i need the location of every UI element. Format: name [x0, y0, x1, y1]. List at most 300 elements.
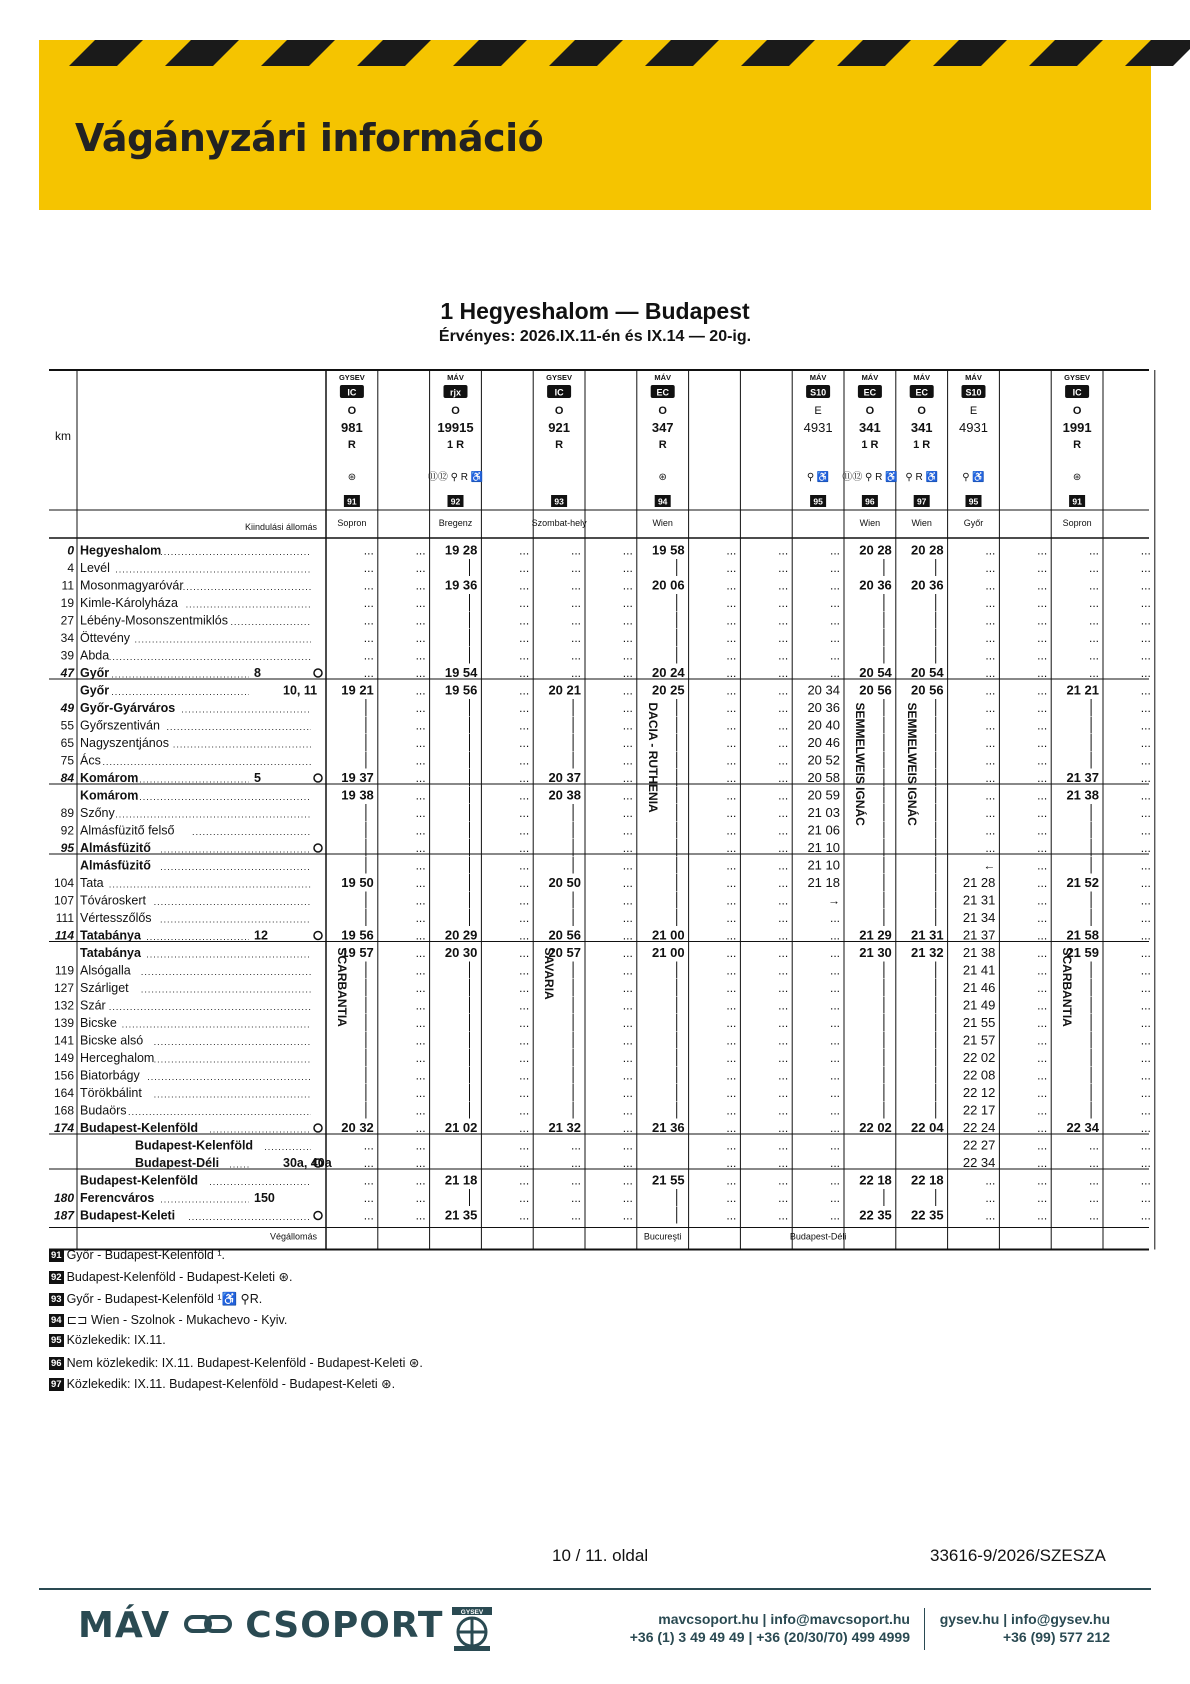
timetable-cell: ... — [570, 543, 581, 558]
timetable-cell: ... — [519, 1033, 530, 1048]
train-service-code: R — [347, 439, 356, 451]
timetable-cell: ... — [1140, 648, 1151, 663]
timetable-cell: ... — [829, 1086, 840, 1100]
footnote-text: Budapest-Kelenföld - Budapest-Keleti ⊛. — [66, 1270, 293, 1285]
timetable-cell: 22 04 — [911, 1120, 944, 1135]
row-km: 139 — [53, 1016, 74, 1030]
timetable-cell: 22 18 — [911, 1172, 944, 1188]
footer-divider — [39, 1588, 1151, 1590]
timetable-cell: ... — [415, 1208, 426, 1223]
timetable-cell: ... — [1140, 771, 1151, 785]
row-km: 107 — [53, 893, 74, 908]
timetable-cell: ... — [1088, 1138, 1099, 1153]
timetable-cell: 20 59 — [807, 787, 840, 803]
timetable-cell: ... — [985, 561, 996, 575]
timetable-cell: ... — [622, 1103, 633, 1118]
timetable-cell: ... — [519, 1121, 530, 1135]
timetable-cell: 21 58 — [1066, 927, 1099, 943]
timetable-cell: 21 32 — [548, 1120, 581, 1135]
contact-separator — [924, 1608, 925, 1650]
row-km: 119 — [54, 963, 74, 978]
row-km: 149 — [53, 1051, 74, 1065]
row-km: 39 — [60, 648, 74, 663]
row-km: 4 — [67, 561, 74, 575]
timetable-cell: ... — [726, 1138, 737, 1153]
timetable-cell: 21 29 — [859, 927, 892, 943]
timetable-cell: ... — [415, 666, 426, 680]
train-origin: Sopron — [337, 518, 367, 528]
timetable-cell: ... — [985, 753, 996, 768]
timetable-cell: ... — [778, 946, 789, 960]
row-km: 95 — [60, 841, 74, 855]
timetable-cell: ... — [1037, 1208, 1048, 1223]
timetable-cell: ... — [1140, 543, 1151, 558]
mav-contact-web[interactable]: mavcsoport.hu | info@mavcsoport.hu — [658, 1611, 910, 1627]
station-name: Levél — [80, 561, 110, 575]
timetable-cell: ... — [778, 1033, 789, 1048]
timetable-cell: ... — [363, 631, 374, 645]
row-km: 0 — [67, 543, 74, 558]
train-amenity-icons: ⑪⑫ ⚲ R ♿ — [427, 472, 484, 483]
timetable-cell: ... — [622, 753, 633, 768]
timetable-cell: ... — [726, 981, 737, 995]
train-note-number: 95 — [968, 496, 979, 507]
timetable-cell: ... — [519, 1173, 530, 1188]
timetable-cell: ... — [726, 596, 737, 610]
timetable-cell: ... — [1140, 1208, 1151, 1223]
timetable-cell: ... — [829, 928, 840, 943]
timetable-cell: ... — [726, 823, 737, 838]
timetable-cell: ... — [726, 1208, 737, 1223]
timetable-cell: ... — [415, 1016, 426, 1030]
timetable-cell: 20 58 — [807, 770, 840, 785]
timetable-cell: ... — [519, 596, 530, 610]
timetable-cell: 21 37 — [1066, 770, 1099, 785]
timetable-cell: ... — [726, 1086, 737, 1100]
timetable-cell: 22 34 — [1066, 1120, 1099, 1135]
timetable-cell: 20 24 — [652, 665, 685, 680]
train-service-code: R — [1073, 439, 1082, 451]
row-km: 156 — [53, 1068, 74, 1083]
timetable-cell: ... — [519, 806, 530, 820]
station-reference: 5 — [254, 771, 261, 785]
station-reference: 8 — [254, 666, 261, 680]
train-note-number: 97 — [916, 496, 927, 507]
train-number: 1991 — [1062, 420, 1092, 435]
timetable-cell: ... — [622, 718, 633, 733]
timetable-cell: ... — [985, 613, 996, 628]
timetable-cell: ... — [519, 1191, 530, 1205]
timetable-cell: ... — [1140, 1103, 1151, 1118]
timetable-cell: ... — [778, 893, 789, 908]
timetable-cell: ... — [415, 911, 426, 925]
timetable-cell: ... — [415, 683, 426, 698]
timetable-cell: 20 37 — [548, 770, 581, 785]
timetable-cell: ... — [1037, 1051, 1048, 1065]
train-class: E — [969, 405, 978, 417]
timetable-cell: ... — [1140, 1033, 1151, 1048]
timetable-cell: ... — [570, 1191, 581, 1205]
station-name: Budapest-Déli — [135, 1156, 220, 1170]
train-name-label: SAVARIA — [542, 947, 557, 1000]
timetable-cell: ... — [726, 666, 737, 680]
row-km: 47 — [60, 666, 74, 680]
timetable-cell: ... — [726, 771, 737, 785]
train-note-number: 91 — [347, 496, 357, 507]
timetable-cell: ... — [519, 683, 530, 698]
train-amenity-icons: ⚲ ♿ — [962, 472, 985, 483]
timetable-cell: ... — [726, 876, 737, 890]
station-name: Komárom — [80, 788, 139, 803]
timetable-cell: ... — [829, 1138, 840, 1153]
timetable-cell: ... — [1140, 1191, 1151, 1205]
timetable-cell: ... — [726, 648, 737, 663]
timetable-cell: ... — [519, 736, 530, 750]
row-km: 187 — [53, 1208, 74, 1223]
timetable-cell: 20 57 — [548, 945, 581, 960]
timetable-cell: ... — [1037, 543, 1048, 558]
station-name: Nagyszentjános — [80, 736, 169, 750]
timetable-cell: ... — [570, 613, 581, 628]
timetable-cell: ... — [778, 578, 789, 593]
train-note-number: 94 — [657, 496, 668, 507]
timetable-cell: ... — [726, 841, 737, 855]
footnote-text: Győr - Budapest-Kelenföld ¹. — [66, 1248, 225, 1262]
timetable-cell: ... — [985, 718, 996, 733]
timetable-cell: ... — [726, 893, 737, 908]
timetable-cell: ... — [726, 1121, 737, 1135]
timetable-cell: 21 32 — [911, 945, 944, 960]
timetable-cell: ... — [519, 648, 530, 663]
timetable-cell: ... — [829, 1208, 840, 1223]
timetable-cell: ... — [519, 858, 530, 873]
timetable-cell: ... — [778, 1016, 789, 1030]
timetable-cell: 19 57 — [341, 945, 374, 960]
timetable-cell: ... — [1037, 578, 1048, 593]
row-km: 168 — [53, 1103, 74, 1118]
timetable-cell: ... — [726, 1173, 737, 1188]
timetable-cell: ... — [1140, 1121, 1151, 1135]
station-name: Győr — [80, 683, 110, 698]
timetable-cell: ... — [363, 578, 374, 593]
timetable-cell: ... — [363, 1156, 374, 1170]
timetable-cell: ← — [983, 858, 996, 873]
timetable-cell: 20 36 — [859, 577, 892, 593]
row-km: 11 — [61, 578, 74, 593]
train-class: O — [658, 405, 667, 417]
timetable-cell: ... — [1140, 683, 1151, 698]
station-reference: 12 — [254, 928, 268, 943]
timetable-cell: ... — [415, 893, 426, 908]
timetable-cell: ... — [778, 998, 789, 1013]
timetable-cell: ... — [985, 1208, 996, 1223]
timetable-cell: ... — [778, 666, 789, 680]
timetable-cell: ... — [1140, 1016, 1151, 1030]
timetable-cell: ... — [778, 771, 789, 785]
timetable-cell: ... — [726, 1191, 737, 1205]
timetable-cell: 20 30 — [444, 945, 478, 960]
gysev-contact-phone: +36 (99) 577 212 — [1002, 1629, 1110, 1645]
footnote — [49, 1291, 262, 1307]
timetable-cell: 21 18 — [444, 1172, 478, 1188]
train-class: O — [347, 405, 357, 417]
timetable-cell: ... — [1037, 1086, 1048, 1100]
timetable-cell: ... — [726, 1156, 737, 1170]
timetable-cell: ... — [415, 1173, 426, 1188]
train-note-number: 91 — [1072, 496, 1082, 507]
timetable-cell: ... — [1140, 561, 1151, 575]
footnote-number: 92 — [51, 1272, 62, 1284]
timetable-cell: ... — [622, 1086, 633, 1100]
footnote-text: Közlekedik: IX.11. Budapest-Kelenföld - Budapest-Keleti ⊛. — [66, 1376, 396, 1391]
timetable-cell: ... — [726, 718, 737, 733]
timetable-cell: ... — [570, 1138, 581, 1153]
station-name: Vértesszőlős — [80, 911, 152, 925]
station-name: Tatabánya — [80, 928, 141, 943]
timetable-cell: ... — [519, 1068, 530, 1083]
timetable-cell: ... — [1037, 911, 1048, 925]
logo-left-text: MÁV — [78, 1605, 171, 1646]
timetable-cell: 19 37 — [341, 770, 374, 785]
timetable-cell: ... — [415, 543, 426, 558]
timetable-cell: ... — [415, 998, 426, 1013]
timetable-cell: ... — [726, 1103, 737, 1118]
timetable-cell: ... — [778, 858, 789, 873]
timetable-cell: ... — [1037, 631, 1048, 645]
timetable-cell: ... — [1088, 1156, 1099, 1170]
timetable-cell: 22 34 — [962, 1155, 996, 1170]
timetable-cell: 22 35 — [859, 1207, 892, 1223]
timetable-cell: ... — [985, 1191, 996, 1205]
timetable-cell: ... — [622, 876, 633, 890]
timetable-cell: ... — [829, 648, 840, 663]
timetable-cell: ... — [622, 1173, 633, 1188]
timetable-cell: ... — [778, 928, 789, 943]
timetable-cell: ... — [1037, 893, 1048, 908]
train-name-label: SCARBANTIA — [335, 947, 349, 1027]
timetable-cell: ... — [622, 981, 633, 995]
train-amenity-icons: ⊛ — [347, 472, 357, 483]
timetable-cell: ... — [1037, 981, 1048, 995]
footnote-text: Közlekedik: IX.11. — [66, 1333, 166, 1348]
timetable-cell: 22 18 — [859, 1172, 892, 1188]
timetable-cell: 21 06 — [807, 822, 840, 838]
station-name: Lébény-Mosonszentmiklós — [80, 613, 228, 628]
timetable-cell: ... — [622, 1208, 633, 1223]
timetable-cell: ... — [1140, 631, 1151, 645]
timetable-cell: ... — [519, 1016, 530, 1030]
timetable-cell: ... — [519, 631, 530, 645]
timetable-cell: ... — [778, 543, 789, 558]
timetable-cell: ... — [778, 736, 789, 750]
train-number: 341 — [910, 420, 933, 435]
train-amenity-icons: ⑪⑫ ⚲ R ♿ — [842, 472, 898, 483]
timetable-cell: ... — [415, 701, 426, 715]
train-operator: MÁV — [965, 373, 982, 382]
timetable-cell: ... — [726, 701, 737, 715]
timetable-cell: ... — [778, 876, 789, 890]
row-km: 114 — [54, 928, 74, 943]
timetable-cell: ... — [778, 613, 789, 628]
timetable-cell: ... — [726, 911, 737, 925]
timetable-cell: ... — [1037, 561, 1048, 575]
timetable-cell: ... — [415, 771, 426, 785]
timetable-cell: ... — [1037, 1033, 1048, 1048]
timetable-cell: ... — [570, 561, 581, 575]
timetable-cell: ... — [1037, 648, 1048, 663]
timetable-cell: ... — [622, 1138, 633, 1153]
timetable-cell: ... — [778, 701, 789, 715]
station-name: Mosonmagyaróvár — [80, 578, 184, 593]
timetable-cell: ... — [1037, 998, 1048, 1013]
station-name: Bicske alsó — [80, 1033, 144, 1048]
timetable-cell: ... — [1140, 911, 1151, 925]
train-amenity-icons: ⊛ — [658, 472, 667, 483]
timetable-cell: ... — [363, 666, 374, 680]
timetable-cell: ... — [778, 1208, 789, 1223]
train-category-label: IC — [347, 387, 357, 398]
timetable-cell: ... — [985, 1173, 996, 1188]
station-name: Budapest-Kelenföld — [135, 1138, 254, 1153]
timetable-cell: ... — [622, 946, 633, 960]
timetable-cell: ... — [622, 788, 633, 803]
timetable-cell: ... — [829, 1121, 840, 1135]
timetable-cell: ... — [519, 1208, 530, 1223]
train-service-code: 1 R — [861, 439, 879, 451]
train-category-label: IC — [554, 387, 564, 398]
terminal-marker — [314, 1212, 322, 1220]
timetable-cell: ... — [1140, 876, 1151, 890]
timetable-cell: 20 40 — [807, 717, 840, 733]
footnote-text: Győr - Budapest-Kelenföld ¹♿ ⚲R. — [66, 1291, 263, 1306]
gysev-contact-web[interactable]: gysev.hu | info@gysev.hu — [939, 1611, 1110, 1627]
station-reference: 10, 11 — [283, 683, 318, 698]
timetable-cell: ... — [622, 683, 633, 698]
train-number: 981 — [341, 420, 363, 435]
train-category-label: EC — [656, 387, 669, 398]
timetable-cell: 19 28 — [444, 542, 478, 558]
timetable-cell: 22 35 — [911, 1207, 944, 1223]
timetable-cell: 19 58 — [652, 542, 685, 558]
timetable-cell: ... — [363, 596, 374, 610]
timetable-cell: ... — [519, 998, 530, 1013]
timetable-cell: ... — [415, 1138, 426, 1153]
timetable-cell: ... — [778, 1121, 789, 1135]
station-name: Győrszentiván — [80, 718, 160, 733]
km-label: km — [55, 429, 71, 443]
timetable-cell: ... — [829, 1191, 840, 1205]
timetable-cell: ... — [1037, 1156, 1048, 1170]
timetable-cell: ... — [570, 1208, 581, 1223]
train-number: 4931 — [803, 420, 833, 435]
train-class: O — [865, 405, 875, 417]
timetable-cell: ... — [519, 946, 530, 960]
timetable-cell: 20 34 — [807, 682, 840, 698]
timetable-cell: ... — [415, 981, 426, 995]
footnote-text: ⊏⊐ Wien - Szolnok - Mukachevo - Kyiv. — [66, 1312, 288, 1327]
timetable-cell: 21 41 — [962, 962, 996, 978]
timetable-cell: ... — [1088, 1191, 1099, 1205]
timetable-cell: 20 56 — [859, 682, 892, 698]
timetable-cell: ... — [519, 823, 530, 838]
timetable-cell: ... — [778, 806, 789, 820]
timetable-cell: ... — [519, 1138, 530, 1153]
row-km: 75 — [60, 753, 74, 768]
footnote — [49, 1355, 423, 1370]
timetable-cell: ... — [1140, 788, 1151, 803]
station-name: Öttevény — [80, 631, 131, 645]
timetable-cell: 20 32 — [341, 1120, 374, 1135]
terminal-marker — [314, 932, 322, 940]
logo-right-text: CSOPORT — [245, 1605, 444, 1646]
station-reference: 150 — [254, 1191, 275, 1205]
train-name-label: SEMMELWEIS IGNÁC — [853, 702, 867, 826]
train-note-number: 95 — [813, 496, 823, 507]
row-km: 104 — [53, 876, 74, 890]
timetable-cell: ... — [519, 981, 530, 995]
timetable-cell: ... — [1088, 648, 1099, 663]
timetable-cell: ... — [1140, 858, 1151, 873]
timetable-cell: 21 21 — [1066, 682, 1099, 698]
timetable-cell: ... — [570, 648, 581, 663]
timetable-cell: ... — [1037, 1068, 1048, 1083]
timetable-cell: ... — [1037, 1173, 1048, 1188]
timetable-cell: ... — [1140, 736, 1151, 750]
row-km: 65 — [60, 736, 74, 750]
row-km: 174 — [53, 1121, 74, 1135]
train-class: E — [814, 405, 822, 417]
timetable-cell: 22 27 — [962, 1137, 996, 1153]
timetable-cell: 21 03 — [807, 805, 840, 820]
timetable-cell: ... — [519, 666, 530, 680]
timetable-cell: ... — [1037, 806, 1048, 820]
train-category-label: S10 — [810, 387, 827, 398]
station-name: Almásfüzitő — [80, 841, 151, 855]
timetable-cell: ... — [829, 1156, 840, 1170]
train-operator: MÁV — [809, 373, 827, 382]
timetable-cell: ... — [622, 771, 633, 785]
timetable-cell: 20 56 — [548, 927, 581, 943]
timetable-cell: ... — [622, 596, 633, 610]
timetable-cell: ... — [622, 928, 633, 943]
footnote — [49, 1248, 225, 1262]
station-name: Tatabánya — [80, 946, 141, 960]
timetable-cell: ... — [726, 998, 737, 1013]
station-name: Budapest-Kelenföld — [80, 1121, 199, 1135]
terminal-marker — [314, 669, 322, 677]
timetable-cell: ... — [726, 561, 737, 575]
timetable-cell: ... — [829, 631, 840, 645]
timetable-cell: ... — [622, 1068, 633, 1083]
timetable-cell: ... — [829, 963, 840, 978]
timetable-cell: ... — [622, 736, 633, 750]
timetable-cell: ... — [1037, 946, 1048, 960]
terminal-marker — [314, 774, 322, 782]
timetable-cell: ... — [415, 1086, 426, 1100]
timetable-cell: 20 21 — [548, 682, 581, 698]
timetable-cell: ... — [726, 963, 737, 978]
timetable-cell: 21 34 — [962, 910, 996, 925]
timetable-cell: ... — [622, 806, 633, 820]
timetable-cell: 21 52 — [1066, 875, 1099, 890]
row-km: 84 — [60, 771, 74, 785]
timetable-cell: ... — [778, 788, 789, 803]
station-name: Törökbálint — [80, 1086, 142, 1100]
timetable-cell: ... — [415, 578, 426, 593]
timetable-cell: ... — [1037, 1121, 1048, 1135]
train-origin: Wien — [911, 518, 932, 528]
timetable-cell: ... — [415, 1103, 426, 1118]
